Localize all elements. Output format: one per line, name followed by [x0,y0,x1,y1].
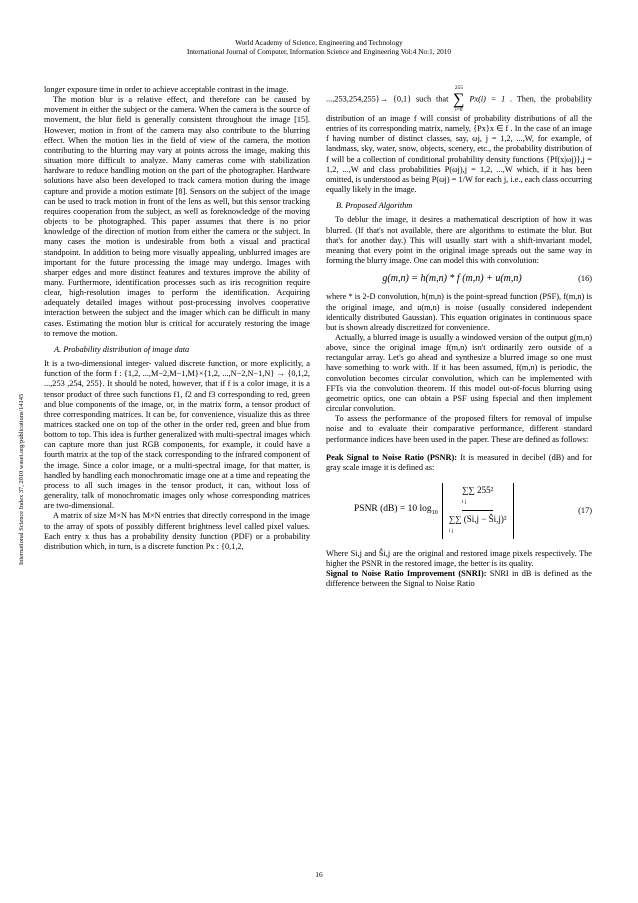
sum-body: Px(i) = 1 [469,94,506,104]
right-column [326,85,592,589]
equation-17 [326,483,592,539]
text-fragment: ...,253,254,255}→ {0,1} such that [326,94,449,104]
snri-heading: Signal to Noise Ratio Improvement (SNRI): [326,568,487,578]
sum-equation [453,85,464,114]
equation-17-fraction [442,483,514,539]
paragraph: The motion blur is a relative effect, and therefore can be caused by movement in either the subject or the camera. When the camera is the source of movement, the blur field is generally consistent throughout the image [15]. However, motion in front of the camera may also contribute to the blurring effect. When the motion lies in the field of view of the camera, the motion contributing to the blurring may vary at points across the image, making this situation more difficult to analyze. Many cameras come with stabilization hardware to reduce handling motion on the part of the photographer. Hardware solutions have also been developed to track camera motion during the image capture and provide a motion estimate [8]. Sensors on the subject of the image can be used to track motion in front of the lens as well, but this sensor tracking requires cooperation from the subject, as well as foreknowledge of the moving objects to be photographed. This paper assumes that there is no prior knowledge of the direction of motion from either the camera or the subject. In many cases the motion is undesirable from both a visual and practical standpoint. In addition to being more visually appealing, unblurred images are important for the future processing the image may undergo. Images with sharper edges and more distinct features and textures improve the ability of many. Furthermore, identification processes such as iris recognition require clear, high-resolution images to perform the identification. Acquiring adequately detailed images without post-processing involves cooperative interaction between the subject and the imager which can be difficult in many cases. Estimating the motion blur is critical for accurately restoring the image to remove the motion. [44,95,310,338]
header-line-1: World Academy of Science, Engineering and Technology [235,38,403,47]
section-heading-a: A. Probability distribution of image data [54,344,190,354]
paragraph-with-sum [326,85,592,195]
paragraph: Actually, a blurred image is usually a windowed version of the output g(m,n) above, since the original image f(m,n) isn't ordinarily zero outside of a rectangular array. Let's go ahead and synthesize a blurred image so one must have something to work with. If it has been assumed, f(m,n) is periodic, the convolution becomes circular convolution, which can be implemented with FFTs via the convolution theorem. If this model out-of-focus blurring using geometric optics, one can obtain a PSF using fspecial and then implement circular convolution. [326,332,592,414]
fraction-numerator: ∑∑ 255² i j [462,485,493,511]
equation-16 [326,274,592,284]
psnr-text: It is measured in decibel (dB) and for gray scale image it is defined as: [326,452,592,472]
section-heading-b: B. Proposed Algorithm [336,201,413,211]
equation-16-body: g(m,n) = h(m,n) * f (m,n) + u(m,n) [382,273,522,285]
psnr-definition [326,453,592,473]
paragraph: where * is 2-D convolution, h(m,n) is the point-spread function (PSF), f(m,n) is the original image, and u(m,n) is noise (usually considered independent identically distributed Gaussian). This equation originates in continuous space but is shown already discretized for convenience. [326,292,592,332]
paragraph: longer exposure time in order to achieve acceptable contrast in the image. [44,85,289,94]
equation-17-lhs: PSNR (dB) = 10 $\log_{10}$ [354,503,438,516]
sum-lower-limit: i=0 [455,107,463,113]
paragraph: It is a two-dimensional integer- valued discrete function, or more explicitly, a function of the form f : {1,2, ...,M−2,M−1,M}×{1,2, ...,N−2,N−1,N} → {0,1,2, ...,253 ,254, 255}. It should be noted, however, that if f is a color image, it is a tensor product of three such functions f1, f2 and f3 corresponding to red, green and blue components of the image, or, in the matrix form, a tensor product of three corresponding matrices. It can be, for convenience, visualize this as three matrices stacked one on top of the other in the order red, green and blue from bottom to top. This idea is further generalized with multi-spectral images which can capture more than just RGB components, for example, it could have a fourth matrix at the top of the stack corresponding to the infrared component of the image. Since a color image, or a multi-spectral image, for that matter, is handled by handling each monochromatic image one at a time and repeating the process to all such images in the tensor product, it can, without loss of generality, talk of monochromatic images only whose corresponding matrices are two-dimensional. [44,359,310,511]
psnr-heading: Peak Signal to Noise Ratio (PSNR): [326,452,458,462]
fraction-denominator: ∑∑ (Si,j − Ŝi,j)² i j [448,514,507,535]
paragraph: To assess the performance of the proposed filters for removal of impulse noise and to evaluate their comparative performance, different standard performance indices have been used in the paper. These are defined as follows: [326,414,592,444]
equation-17-number: (17) [578,505,592,515]
left-column [44,85,310,552]
paragraph: Where Si,j and Ŝi,j are the original and restored image pixels respectively. The higher the PSNR in the restored image, the better is its quality. [326,548,592,568]
snri-text: SNRI in dB is defined as the difference between the Signal to Noise Ratio [326,568,592,589]
log-base: 10 [431,509,438,516]
paragraph: A matrix of size M×N has M×N entries that directly correspond in the image to the array of spots of possibly different brightness level called pixel values. Each entry x thus has a probability density function (PDF) or a probability distribution which, in turn, is a discrete function Px : {0,1,2, [44,511,310,551]
side-citation: International Science Index 37, 2010 waset.org/publications/14145 [18,393,25,565]
snri-definition [326,569,592,589]
page-header [0,38,638,56]
header-line-2: International Journal of Computer, Information Science and Engineering Vol:4 No:1, 2010 [186,47,452,56]
text-fragment: . Then, the probability distribution of an image f will consist of probability distributions of all the entries of its corresponding matrix, namely, {Px}x ∈ f . In the case of an image f having number of distinct classes, say, ωj, j = 1,2, ...,W, for example, of landmass, sky, water, snow, objects, scenery, etc., the probability distribution of f will be a collection of conditional probability density functions {Pf(x|ωj)},j = 1,2, ...,W and class probabilities P(ωj),j = 1,2, ...,W which, if it has been omitted, is understood as being P(ωj) = 1/W for each j, i.e., each class occurring equally likely in the image. [326,94,592,195]
page-number: 16 [315,870,323,879]
sum-sign: ∑ [453,91,465,108]
paragraph: To deblur the image, it desires a mathematical description of how it was blurred. (If that's not available, there are algorithms to estimate the blur. But that's for another day.) This will usually start with a shift-invariant model, meaning that every point in the original image spreads out the same way in forming the blurry image. One can model this with convolution: [326,215,592,266]
sum-upper-limit: 255 [454,85,463,91]
equation-16-number: (16) [578,274,592,284]
